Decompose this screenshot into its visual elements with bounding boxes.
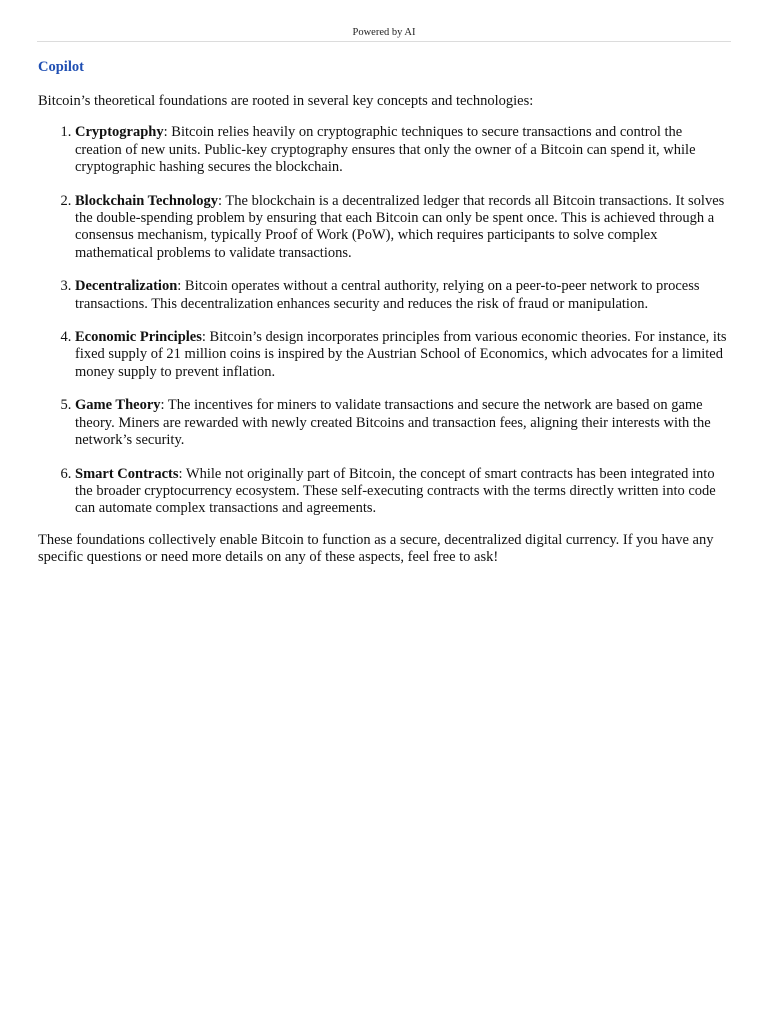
list-item-text: : The incentives for miners to validate transactions and secure the network are based on game theory. Miners are rewarded with newly created Bitcoins and transaction fees, aligning their interests with the network’s security. — [75, 397, 711, 449]
intro-paragraph: Bitcoin’s theoretical foundations are rooted in several key concepts and technologies: — [38, 93, 534, 109]
list-item-text: : The blockchain is a decentralized ledger that records all Bitcoin transactions. It solves the double-spending problem by ensuring that each Bitcoin can only be spent once. This is achieved through a consensus mechanism, typically Proof of Work (PoW), which requires participants to solve complex mathematical problems to validate transactions. — [75, 192, 725, 261]
sender-name: Copilot — [38, 59, 84, 75]
closing-paragraph: These foundations collectively enable Bitcoin to function as a secure, decentralized digital currency. If you have any specific questions or need more details on any of these aspects, feel free to ask! — [38, 531, 714, 566]
list-item — [75, 466, 732, 518]
list-item — [75, 124, 732, 176]
list-item — [75, 397, 732, 449]
list-item-term: Game Theory — [75, 397, 161, 414]
chat-message — [38, 57, 732, 567]
list-item-text: : Bitcoin operates without a central authority, relying on a peer-to-peer network to process transactions. This decentralization enhances security and reduces the risk of fraud or manipulation. — [75, 278, 700, 312]
list-item — [75, 329, 732, 381]
list-item-text: : Bitcoin relies heavily on cryptographic techniques to secure transactions and control the creation of new units. Public-key cryptography ensures that only the owner of a Bitcoin can spend it, while cryptographic hashing secures the blockchain. — [75, 124, 696, 176]
list-item-term: Economic Principles — [75, 329, 202, 346]
list-item-text: : Bitcoin’s design incorporates principles from various economic theories. For instance, its fixed supply of 21 million coins is inspired by the Austrian School of Economics, which advocates for a limited money supply to prevent inflation. — [75, 329, 727, 380]
list-item-term: Smart Contracts — [75, 465, 179, 482]
list-item-term: Blockchain Technology — [75, 192, 219, 209]
list-item — [75, 193, 732, 263]
list-item — [75, 278, 732, 313]
powered-by-label: Powered by AI — [352, 27, 416, 38]
list-item-text: : While not originally part of Bitcoin, the concept of smart contracts has been integrated into the broader cryptocurrency ecosystem. These self-executing contracts with the terms directly written into code can automate complex transactions and agreements. — [75, 465, 716, 517]
points-list — [38, 124, 732, 517]
list-item-term: Cryptography — [75, 124, 164, 141]
list-item-term: Decentralization — [75, 278, 178, 295]
powered-by-header — [37, 27, 731, 42]
